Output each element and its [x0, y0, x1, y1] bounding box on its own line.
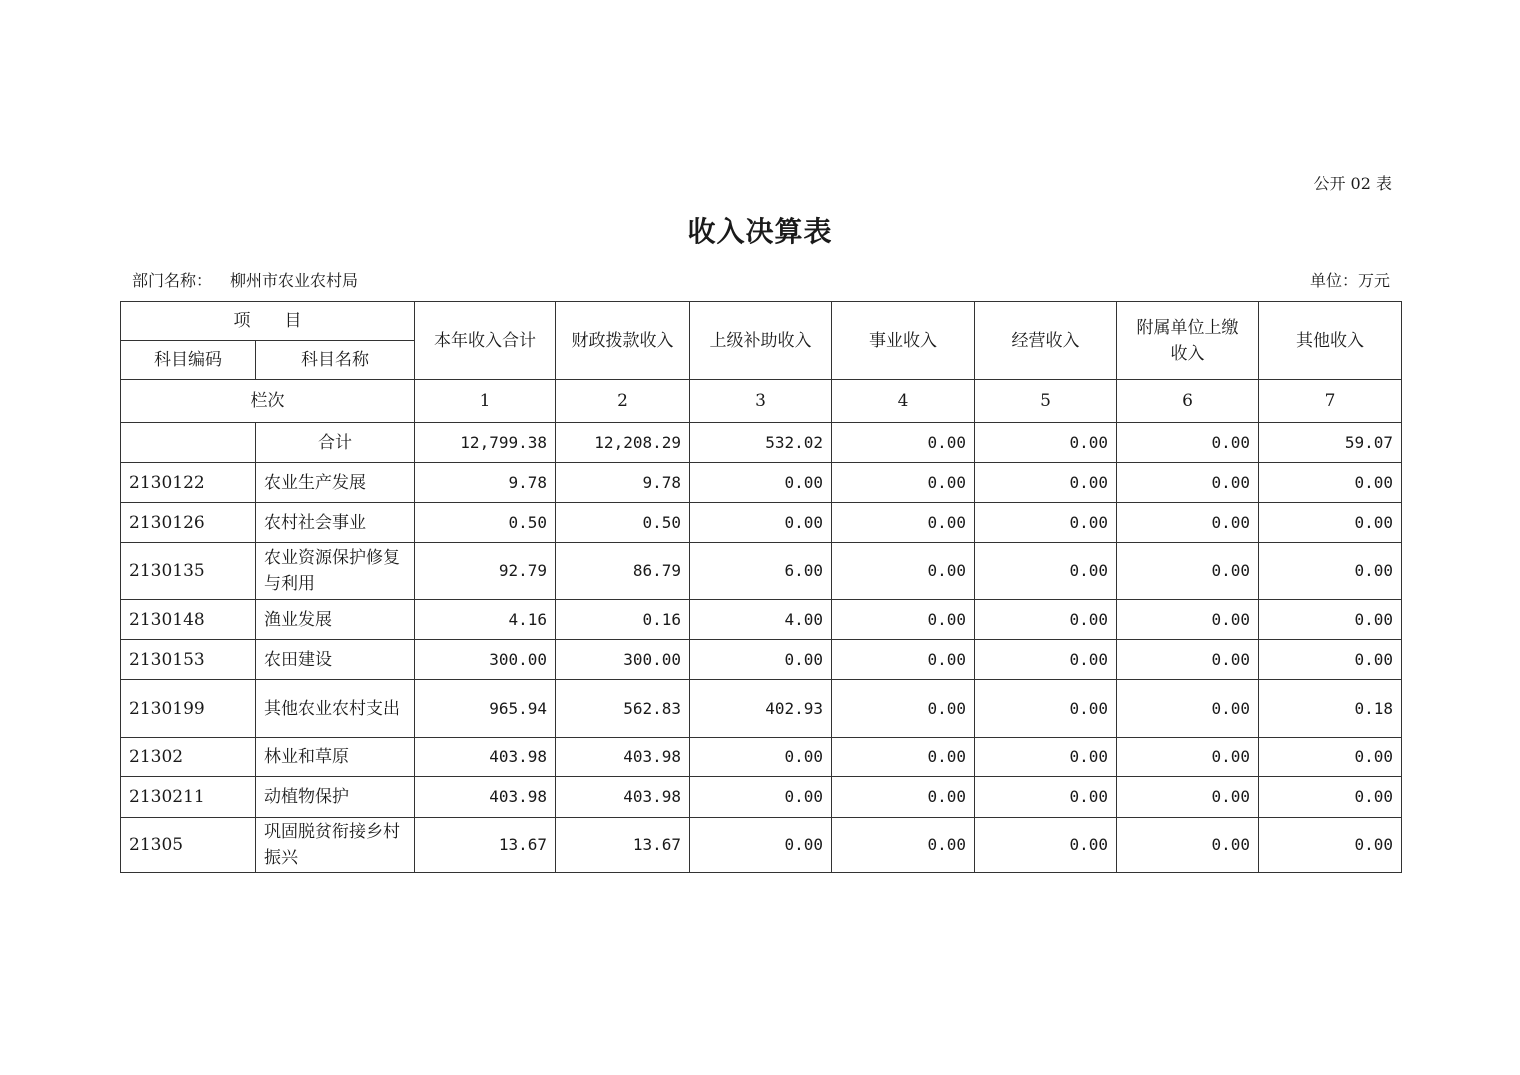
header-business: 事业收入	[832, 302, 975, 380]
value-cell: 0.00	[1259, 600, 1402, 640]
value-cell: 6.00	[690, 543, 832, 600]
value-cell: 0.00	[1259, 777, 1402, 818]
value-cell: 86.79	[556, 543, 690, 600]
index-row	[121, 380, 1402, 423]
value-cell: 0.00	[975, 543, 1117, 600]
value-cell: 0.00	[975, 640, 1117, 680]
subject-code: 21305	[121, 818, 256, 873]
header-total: 本年收入合计	[415, 302, 556, 380]
value-cell: 0.00	[1259, 818, 1402, 873]
value-cell: 0.00	[1259, 738, 1402, 777]
header-code: 科目编码	[121, 341, 256, 380]
value-cell: 0.00	[1117, 503, 1259, 543]
index-cell: 7	[1259, 380, 1402, 423]
value-cell: 0.00	[832, 463, 975, 503]
department-label: 部门名称：	[132, 271, 213, 290]
page-title: 收入决算表	[687, 215, 833, 248]
subject-name: 农村社会事业	[256, 503, 415, 543]
department-line	[132, 268, 358, 291]
total-value: 12,208.29	[556, 423, 690, 463]
index-cell: 1	[415, 380, 556, 423]
value-cell: 403.98	[556, 777, 690, 818]
value-cell: 0.00	[690, 777, 832, 818]
value-cell: 0.00	[832, 738, 975, 777]
department-name: 柳州市农业农村局	[230, 271, 359, 290]
value-cell: 0.00	[1259, 503, 1402, 543]
value-cell: 0.00	[690, 738, 832, 777]
index-label: 栏次	[121, 380, 415, 423]
table-row	[121, 600, 1402, 640]
table-row	[121, 463, 1402, 503]
value-cell: 0.00	[975, 738, 1117, 777]
header-name: 科目名称	[256, 341, 415, 380]
subject-name: 林业和草原	[256, 738, 415, 777]
value-cell: 0.00	[1259, 463, 1402, 503]
header-project: 项 目	[121, 302, 415, 341]
total-value: 532.02	[690, 423, 832, 463]
value-cell: 0.00	[1117, 777, 1259, 818]
header-operating: 经营收入	[975, 302, 1117, 380]
value-cell: 403.98	[415, 777, 556, 818]
subject-code: 2130122	[121, 463, 256, 503]
value-cell: 0.00	[1117, 680, 1259, 738]
value-cell: 9.78	[415, 463, 556, 503]
value-cell: 0.00	[975, 503, 1117, 543]
table-row	[121, 818, 1402, 873]
value-cell: 403.98	[415, 738, 556, 777]
value-cell: 0.00	[690, 503, 832, 543]
unit-label: 单位：万元	[1309, 271, 1390, 290]
value-cell: 0.00	[1259, 640, 1402, 680]
subject-code: 2130126	[121, 503, 256, 543]
value-cell: 0.00	[975, 463, 1117, 503]
value-cell: 0.00	[1259, 543, 1402, 600]
header-row-1	[121, 302, 1402, 341]
subject-code: 2130148	[121, 600, 256, 640]
index-cell: 6	[1117, 380, 1259, 423]
value-cell: 0.00	[832, 600, 975, 640]
subject-name: 农业生产发展	[256, 463, 415, 503]
value-cell: 0.00	[832, 543, 975, 600]
total-value: 0.00	[1117, 423, 1259, 463]
value-cell: 92.79	[415, 543, 556, 600]
total-row	[121, 423, 1402, 463]
index-cell: 2	[556, 380, 690, 423]
subject-name: 农业资源保护修复与利用	[256, 543, 415, 600]
value-cell: 0.00	[1117, 818, 1259, 873]
total-value: 59.07	[1259, 423, 1402, 463]
header-other: 其他收入	[1259, 302, 1402, 380]
table-row	[121, 777, 1402, 818]
table-row	[121, 680, 1402, 738]
table-row	[121, 738, 1402, 777]
value-cell: 965.94	[415, 680, 556, 738]
value-cell: 0.00	[1117, 543, 1259, 600]
subject-code: 2130153	[121, 640, 256, 680]
value-cell: 0.00	[690, 463, 832, 503]
table-row	[121, 640, 1402, 680]
total-code-cell	[121, 423, 256, 463]
subject-code: 2130199	[121, 680, 256, 738]
value-cell: 13.67	[415, 818, 556, 873]
value-cell: 402.93	[690, 680, 832, 738]
value-cell: 0.00	[975, 777, 1117, 818]
subject-code: 2130211	[121, 777, 256, 818]
value-cell: 0.00	[832, 503, 975, 543]
value-cell: 0.00	[1117, 640, 1259, 680]
table-row	[121, 503, 1402, 543]
form-number: 公开 02 表	[1313, 174, 1392, 193]
subject-code: 2130135	[121, 543, 256, 600]
header-superior: 上级补助收入	[690, 302, 832, 380]
index-cell: 4	[832, 380, 975, 423]
value-cell: 0.00	[690, 640, 832, 680]
subject-name: 渔业发展	[256, 600, 415, 640]
total-value: 12,799.38	[415, 423, 556, 463]
subject-code: 21302	[121, 738, 256, 777]
subject-name: 农田建设	[256, 640, 415, 680]
value-cell: 0.00	[832, 818, 975, 873]
total-value: 0.00	[832, 423, 975, 463]
value-cell: 0.50	[556, 503, 690, 543]
value-cell: 0.00	[975, 680, 1117, 738]
value-cell: 0.00	[832, 777, 975, 818]
value-cell: 0.00	[1117, 463, 1259, 503]
index-cell: 5	[975, 380, 1117, 423]
table-row	[121, 543, 1402, 600]
index-cell: 3	[690, 380, 832, 423]
value-cell: 300.00	[415, 640, 556, 680]
subject-name: 其他农业农村支出	[256, 680, 415, 738]
value-cell: 0.00	[690, 818, 832, 873]
value-cell: 13.67	[556, 818, 690, 873]
value-cell: 9.78	[556, 463, 690, 503]
total-value: 0.00	[975, 423, 1117, 463]
value-cell: 0.00	[975, 600, 1117, 640]
header-affiliated: 附属单位上缴收入	[1117, 302, 1259, 380]
value-cell: 300.00	[556, 640, 690, 680]
value-cell: 403.98	[556, 738, 690, 777]
value-cell: 4.16	[415, 600, 556, 640]
value-cell: 0.00	[1117, 600, 1259, 640]
value-cell: 0.00	[975, 818, 1117, 873]
value-cell: 0.16	[556, 600, 690, 640]
value-cell: 0.00	[832, 640, 975, 680]
total-label: 合计	[256, 423, 415, 463]
subject-name: 巩固脱贫衔接乡村振兴	[256, 818, 415, 873]
value-cell: 4.00	[690, 600, 832, 640]
value-cell: 0.18	[1259, 680, 1402, 738]
value-cell: 0.00	[1117, 738, 1259, 777]
subject-name: 动植物保护	[256, 777, 415, 818]
value-cell: 562.83	[556, 680, 690, 738]
header-fiscal: 财政拨款收入	[556, 302, 690, 380]
value-cell: 0.50	[415, 503, 556, 543]
income-table	[120, 301, 1402, 873]
value-cell: 0.00	[832, 680, 975, 738]
